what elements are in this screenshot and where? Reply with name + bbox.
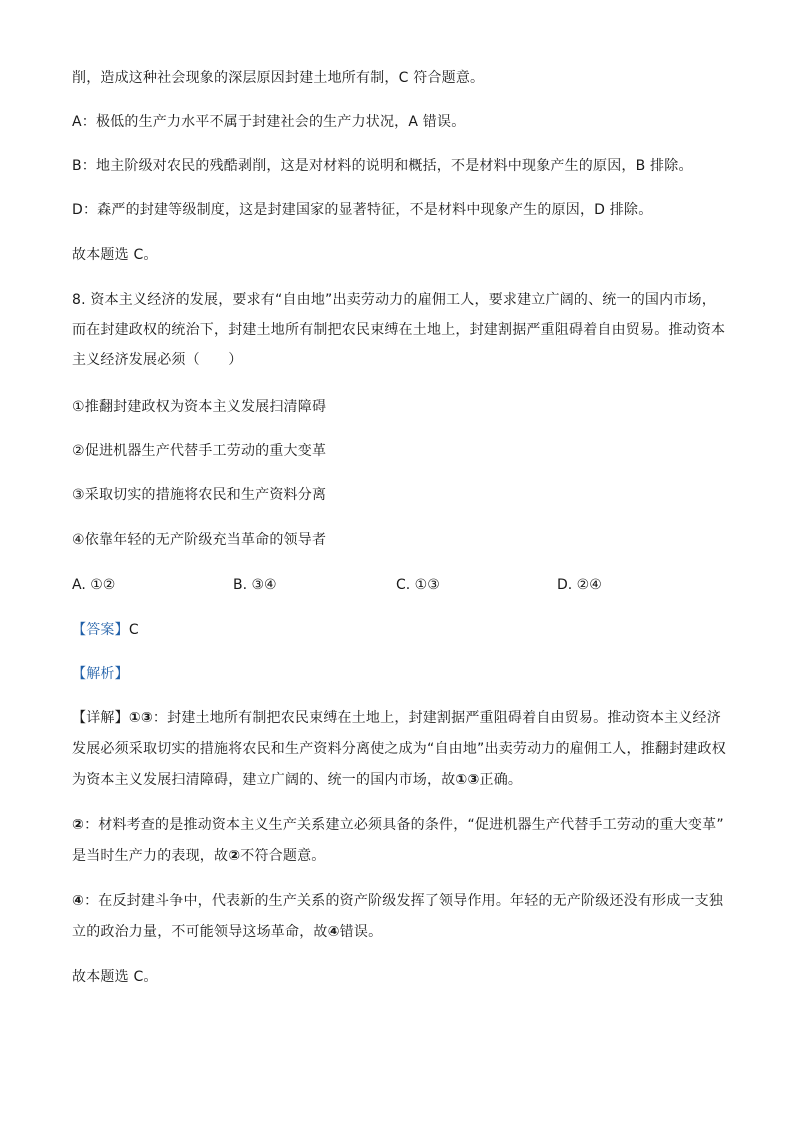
detail-p3-line-1	[72, 891, 723, 911]
detail-p2-text-2a: 是当时生产力的表现，故	[72, 848, 229, 864]
detail-p1-line3-mark: ①③	[455, 772, 480, 788]
detail-conclusion: 故本题选 C。	[72, 969, 158, 985]
prev-answer-option-d-analysis: D：森严的封建等级制度，这是封建国家的显著特征，不是材料中现象产生的原因，D 排除。	[72, 202, 653, 218]
detail-tag: 【详解】	[72, 710, 129, 726]
detail-p2-line2-mark: ②	[228, 848, 241, 864]
answer-value: C	[128, 622, 139, 638]
detail-p1-line-2: 发展必须采取切实的措施将农民和生产资料分离使之成为“自由地”出卖劳动力的雇佣工人，推翻封建政权	[72, 741, 726, 757]
question-stem-line-2: 而在封建政权的统治下，封建土地所有制把农民束缚在土地上，封建割据严重阻碍着自由贸易。推动资本	[72, 322, 726, 338]
question-item-2: ②促进机器生产代替手工劳动的重大变革	[72, 443, 327, 459]
detail-p3-line2-mark: ④	[327, 924, 340, 940]
question-item-4: ④依靠年轻的无产阶级充当革命的领导者	[72, 532, 327, 548]
detail-p2-line-1	[72, 815, 724, 835]
detail-p1-line-3	[72, 770, 522, 790]
prev-answer-conclusion: 故本题选 C。	[72, 247, 158, 263]
option-d: D. ②④	[557, 577, 602, 593]
detail-p1-line-1	[72, 708, 721, 728]
detail-p3-text-2a: 立的政治力量，不可能领导这场革命，故	[72, 924, 328, 940]
prev-answer-option-a-analysis: A：极低的生产力水平不属于封建社会的生产力状况，A 错误。	[72, 114, 466, 130]
detail-p3-line-2	[72, 922, 382, 942]
prev-answer-option-b-analysis: B：地主阶级对农民的残酷剥削，这是对材料的说明和概括，不是材料中现象产生的原因，B 排除。	[72, 158, 693, 174]
detail-p2-line-2	[72, 846, 325, 866]
option-a: A. ①②	[72, 577, 116, 593]
option-c: C. ①③	[396, 577, 440, 593]
detail-p3-text-2b: 错误。	[339, 924, 383, 940]
detail-p2-text-1: ：材料考查的是推动资本主义生产关系建立必须具备的条件，“促进机器生产代替手工劳动的重大变革”	[84, 817, 724, 833]
answer-line	[72, 620, 139, 640]
answer-tag: 【答案】	[72, 622, 129, 638]
analysis-tag: 【解析】	[72, 666, 129, 682]
detail-p1-text-1: ：封建土地所有制把农民束缚在土地上，封建割据严重阻碍着自由贸易。推动资本主义经济	[152, 710, 721, 726]
question-item-3: ③采取切实的措施将农民和生产资料分离	[72, 487, 327, 503]
analysis-line	[72, 664, 129, 684]
detail-p2-mark: ②	[72, 817, 85, 833]
question-stem-line-3: 主义经济发展必须（ ）	[72, 352, 243, 368]
prev-answer-continuation: 削，造成这种社会现象的深层原因封建土地所有制，C 符合题意。	[72, 70, 485, 86]
question-stem-line-1: 8. 资本主义经济的发展，要求有“自由地”出卖劳动力的雇佣工人，要求建立广阔的、统一的国内市场，	[72, 292, 716, 308]
detail-p1-mark: ①③	[128, 710, 153, 726]
option-b: B. ③④	[233, 577, 277, 593]
detail-p3-mark: ④	[72, 893, 85, 909]
detail-p2-text-2b: 不符合题意。	[240, 848, 326, 864]
question-item-1: ①推翻封建政权为资本主义发展扫清障碍	[72, 399, 327, 415]
detail-p3-text-1: ：在反封建斗争中，代表新的生产关系的资产阶级发挥了领导作用。年轻的无产阶级还没有形成一支独	[84, 893, 724, 909]
detail-p1-text-3b: 正确。	[479, 772, 523, 788]
detail-p1-text-3a: 为资本主义发展扫清障碍，建立广阔的、统一的国内市场，故	[72, 772, 456, 788]
